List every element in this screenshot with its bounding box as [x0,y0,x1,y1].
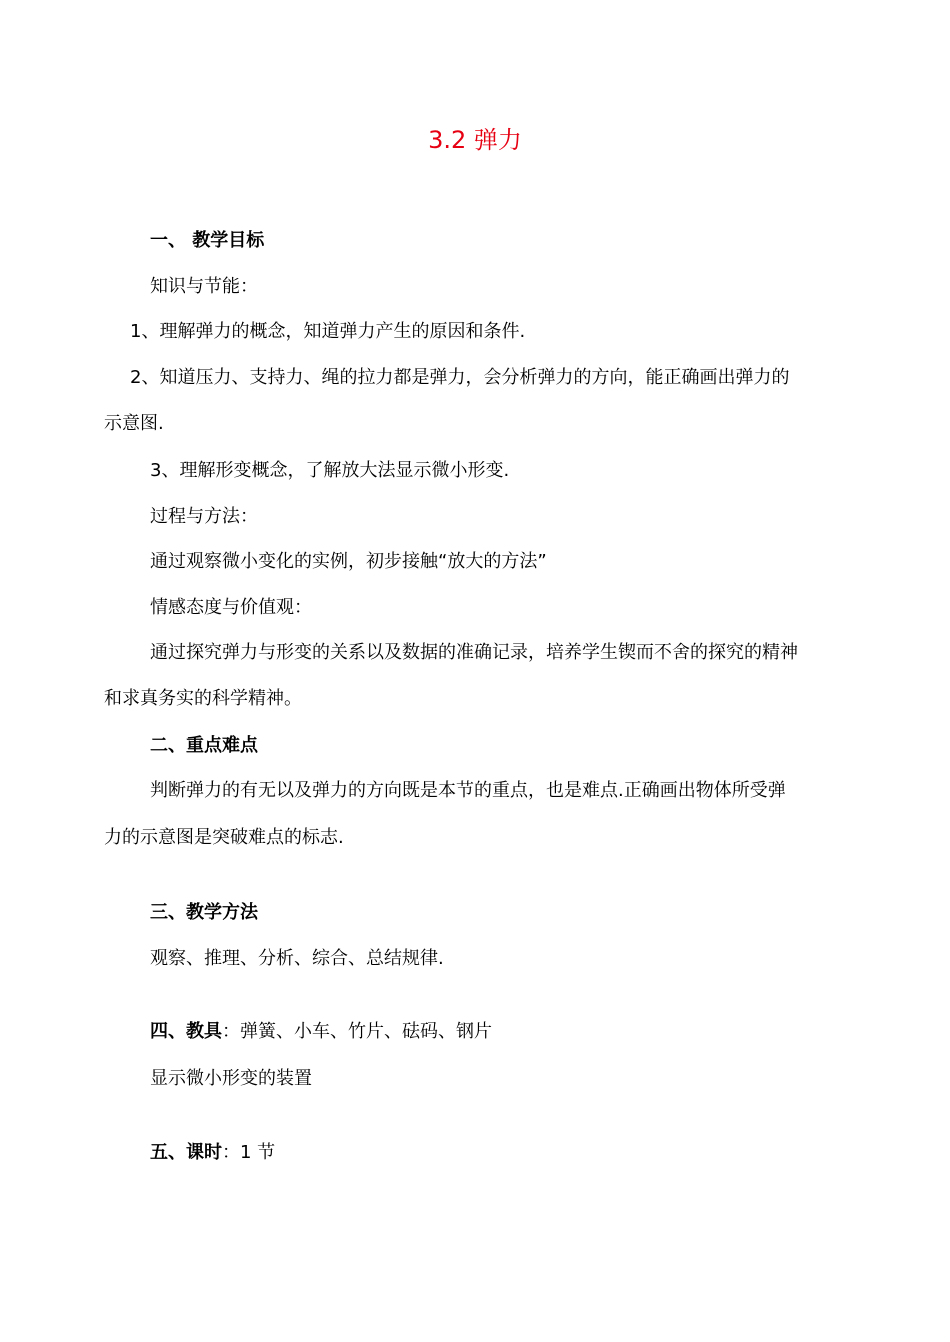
teaching-aids-text: ：弹簧、小车、竹片、砝码、钢片 [222,1021,492,1042]
knowledge-item-3: 3、理解形变概念，了解放大法显示微小形变. [150,460,510,481]
class-hours-text: ：1 节 [222,1142,276,1163]
key-points-line-1: 判断弹力的有无以及弹力的方向既是本节的重点，也是难点.正确画出物体所受弹 [150,780,786,801]
knowledge-item-2-line-1: 2、知道压力、支持力、绳的拉力都是弹力，会分析弹力的方向，能正确画出弹力的 [130,367,790,388]
class-hours-line [150,1140,275,1166]
section-heading-objectives: 一、 教学目标 [150,230,265,251]
emotion-text-line-1: 通过探究弹力与形变的关系以及数据的准确记录，培养学生锲而不舍的探究的精神 [150,642,798,663]
section-heading-class-hours: 五、课时 [150,1142,222,1163]
section-heading-methods: 三、教学方法 [150,902,258,923]
key-points-line-2: 力的示意图是突破难点的标志. [104,827,344,848]
methods-text: 观察、推理、分析、综合、总结规律. [150,948,444,969]
document-title: 3.2 弹力 [428,126,522,154]
teaching-aids-line [150,1019,492,1045]
section-heading-teaching-aids: 四、教具 [150,1021,222,1042]
section-heading-key-points: 二、重点难点 [150,735,258,756]
knowledge-label: 知识与节能： [150,276,258,297]
knowledge-item-2-line-2: 示意图. [104,413,164,434]
process-label: 过程与方法： [150,506,258,527]
emotion-label: 情感态度与价值观： [150,597,312,618]
teaching-aids-device: 显示微小形变的装置 [150,1068,312,1089]
knowledge-item-1: 1、理解弹力的概念，知道弹力产生的原因和条件. [130,321,526,342]
process-text: 通过观察微小变化的实例，初步接触“放大的方法” [150,551,547,572]
emotion-text-line-2: 和求真务实的科学精神。 [104,688,302,709]
